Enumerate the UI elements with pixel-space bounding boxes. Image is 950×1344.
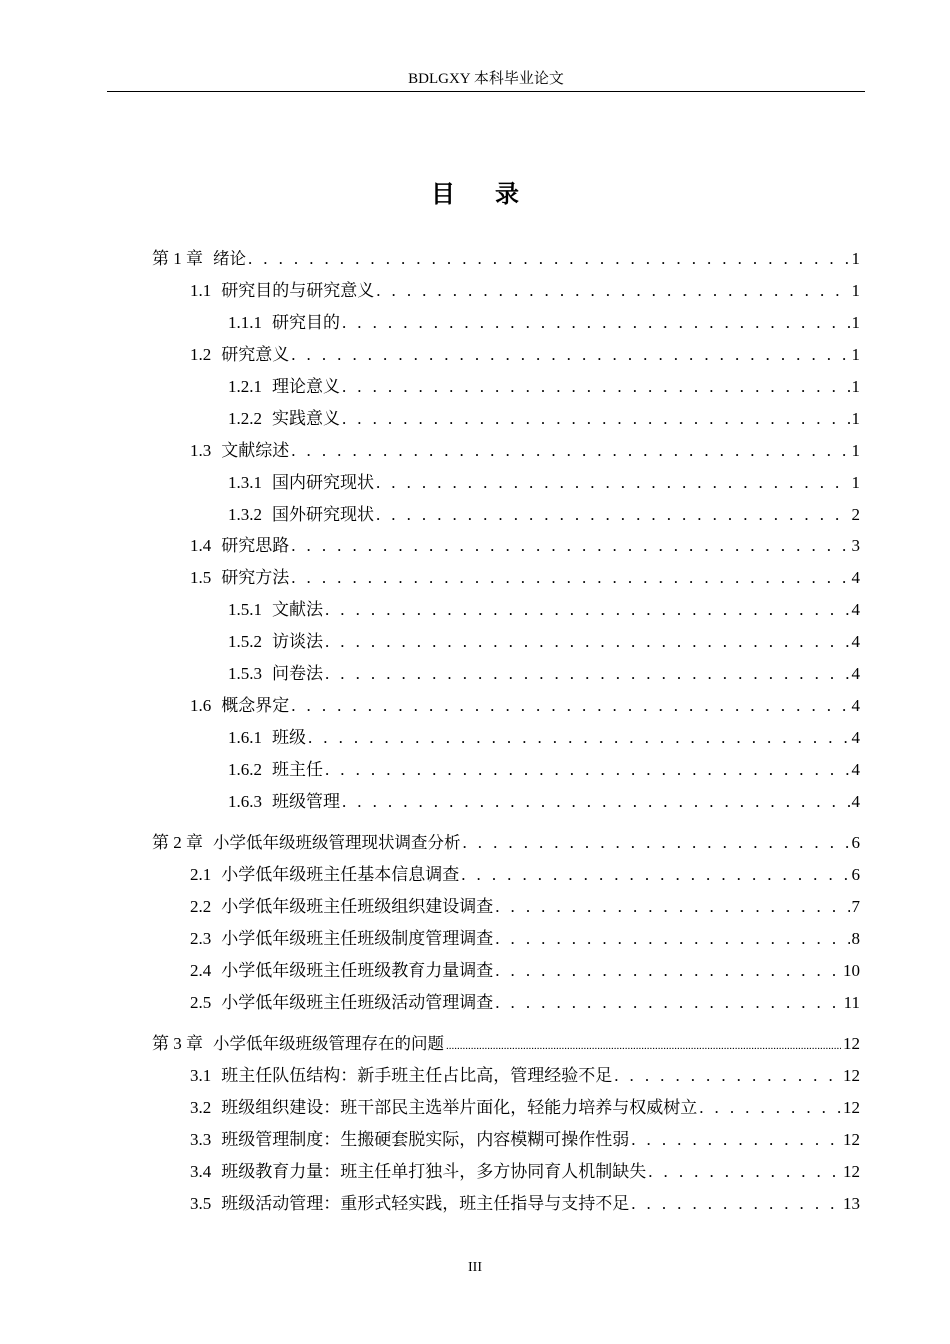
toc-entry-number: 2.2 [190,897,212,916]
toc-entry-page: 4 [851,632,860,651]
toc-entry-page: 12 [843,1162,860,1181]
toc-entry-number: 1.6 [190,696,212,715]
toc-entry-page: 1 [851,249,860,268]
toc-entry-page: 4 [851,792,860,811]
toc-entry-page: 12 [843,1066,860,1085]
toc-leader-dots [325,631,850,653]
toc-leader-dots [631,1193,841,1215]
toc-leader-dots [495,928,849,950]
toc-entry-title: 研究目的 [272,313,340,332]
toc-entry-number: 3.3 [190,1130,212,1149]
toc-entry-number: 1.1 [190,281,212,300]
toc-leader-dots [376,280,849,302]
toc-leader-dots [248,248,850,270]
toc-entry-title: 研究意义 [221,345,290,364]
toc-entry[interactable] [228,376,860,398]
toc-leader-dots [446,1035,841,1057]
toc-entry-number: 1.2.2 [228,409,262,428]
toc-entry-number: 1.3.2 [228,505,262,524]
toc-entry-page: 4 [851,568,860,587]
toc-entry[interactable] [228,759,860,781]
toc-entry-title: 概念界定 [221,696,290,715]
toc-leader-dots [631,1129,841,1151]
toc-entry-title: 研究方法 [221,568,290,587]
toc-entry-page: 12 [843,1034,860,1053]
toc-entry-number: 1.3 [190,441,212,460]
toc-entry-title: 班主任队伍结构：新手班主任占比高，管理经验不足 [221,1066,613,1085]
toc-entry-number: 第 2 章 [152,833,203,852]
toc-entry[interactable] [190,928,860,950]
toc-entry-title: 小学低年级班主任基本信息调查 [221,865,460,884]
toc-entry-page: 12 [843,1130,860,1149]
toc-entry-title: 研究目的与研究意义 [221,281,375,300]
toc-leader-dots [291,567,849,589]
toc-entry-title: 班级组织建设：班干部民主选举片面化，轻能力培养与权威树立 [221,1098,698,1117]
toc-entry[interactable] [152,248,860,270]
toc-entry-number: 1.2.1 [228,377,262,396]
toc-entry[interactable] [190,992,860,1014]
toc-leader-dots [342,791,850,813]
toc-entry-title: 班级 [272,728,306,747]
toc-entry-page: 12 [843,1098,860,1117]
running-header: BDLGXY 本科毕业论文 [408,71,564,87]
toc-entry-number: 1.6.3 [228,792,262,811]
toc-entry-title: 实践意义 [272,409,340,428]
toc-entry-title: 国内研究现状 [272,473,374,492]
toc-leader-dots [342,408,850,430]
toc-entry[interactable] [228,727,860,749]
toc-entry-title: 小学低年级班级管理现状调查分析 [213,833,461,852]
toc-entry-title: 小学低年级班主任班级教育力量调查 [221,961,494,980]
toc-entry-number: 1.1.1 [228,313,262,332]
toc-leader-dots [308,727,850,749]
toc-entry-number: 3.4 [190,1162,212,1181]
toc-entry[interactable] [228,631,860,653]
toc-leader-dots [291,344,849,366]
page-number: III [468,1260,482,1275]
toc-entry-number: 2.5 [190,993,212,1012]
toc-entry-title: 小学低年级班主任班级制度管理调查 [221,929,494,948]
toc-entry-title: 班级活动管理：重形式轻实践，班主任指导与支持不足 [221,1194,630,1213]
toc-entry-number: 3.5 [190,1194,212,1213]
toc-entry-page: 6 [851,833,860,852]
toc-entry-number: 3.1 [190,1066,212,1085]
toc-entry-number: 3.2 [190,1098,212,1117]
toc-leader-dots [291,440,849,462]
toc-entry-page: 8 [851,929,860,948]
toc-entry-number: 1.5.3 [228,664,262,683]
toc-leader-dots [648,1161,841,1183]
toc-entry[interactable] [190,1065,860,1087]
toc-entry-page: 1 [851,345,860,364]
toc-entry[interactable] [228,312,860,334]
toc-leader-dots [614,1065,841,1087]
toc-entry-page: 1 [851,313,860,332]
toc-entry-title: 小学低年级班主任班级组织建设调查 [221,897,494,916]
toc-entry[interactable] [228,599,860,621]
toc-entry-page: 1 [851,473,860,492]
toc-entry-page: 6 [851,865,860,884]
toc-entry-title: 班主任 [272,760,323,779]
toc-entry-number: 1.5 [190,568,212,587]
toc-entry-title: 绪论 [213,249,246,268]
toc-entry-number: 1.3.1 [228,473,262,492]
toc-entry-number: 1.6.2 [228,760,262,779]
toc-entry[interactable] [190,896,860,918]
toc-entry-number: 1.5.2 [228,632,262,651]
toc-entry[interactable] [228,408,860,430]
toc-entry[interactable] [228,472,860,494]
toc-entry-page: 3 [851,536,860,555]
toc-entry[interactable] [152,1033,860,1057]
toc-entry-number: 第 3 章 [152,1034,203,1053]
toc-entry-title: 研究思路 [221,536,290,555]
toc-entry[interactable] [190,1193,860,1215]
toc-entry-title: 班级教育力量：班主任单打独斗，多方协同育人机制缺失 [221,1162,647,1181]
toc-entry-title: 问卷法 [272,664,323,683]
toc-entry-page: 4 [851,696,860,715]
toc-entry-title: 班级管理制度：生搬硬套脱实际，内容模糊可操作性弱 [221,1130,630,1149]
toc-entry[interactable] [190,344,860,366]
toc-entry[interactable] [190,1161,860,1183]
toc-leader-dots [325,759,850,781]
toc-entry-title: 访谈法 [272,632,323,651]
toc-entry[interactable] [228,791,860,813]
toc-entry-page: 4 [851,664,860,683]
toc-entry-page: 4 [851,728,860,747]
toc-entry-page: 11 [843,993,860,1012]
toc-leader-dots [291,535,849,557]
toc-leader-dots [291,695,849,717]
toc-leader-dots [495,896,849,918]
toc-leader-dots [342,312,850,334]
toc-entry-title: 小学低年级班主任班级活动管理调查 [221,993,494,1012]
toc-leader-dots [325,599,850,621]
toc-entry[interactable] [190,535,860,557]
toc-entry-page: 1 [851,281,860,300]
toc-entry[interactable] [190,864,860,886]
toc-entry[interactable] [152,832,860,854]
toc-entry-number: 2.3 [190,929,212,948]
toc-leader-dots [495,960,841,982]
toc-entry-title: 小学低年级班级管理存在的问题 [213,1034,444,1053]
toc-entry-page: 1 [851,441,860,460]
toc-entry-number: 1.5.1 [228,600,262,619]
toc-entry-title: 理论意义 [272,377,340,396]
toc-entry-page: 4 [851,600,860,619]
toc-leader-dots [495,992,841,1014]
toc-leader-dots [376,504,850,526]
toc-entry-page: 2 [851,505,860,524]
toc-entry[interactable] [190,567,860,589]
toc-entry[interactable] [190,1129,860,1151]
toc-entry[interactable] [228,504,860,526]
toc-entry-page: 1 [851,377,860,396]
toc-entry-number: 1.6.1 [228,728,262,747]
toc-entry-page: 7 [851,897,860,916]
toc-entry-title: 国外研究现状 [272,505,374,524]
toc-entry-title: 文献综述 [221,441,290,460]
toc-entry[interactable] [228,663,860,685]
toc-entry[interactable] [190,440,860,462]
toc-entry[interactable] [190,1097,860,1119]
toc-entry-number: 1.2 [190,345,212,364]
toc-entry[interactable] [190,960,860,982]
toc-leader-dots [699,1097,841,1119]
toc-leader-dots [376,472,850,494]
toc-entry-page: 10 [843,961,860,980]
toc-leader-dots [342,376,850,398]
toc-entry[interactable] [190,695,860,717]
toc-title: 目录 [431,180,559,208]
toc-entry-number: 1.4 [190,536,212,555]
toc-leader-dots [461,864,849,886]
toc-entry-number: 第 1 章 [152,249,203,268]
toc-entry[interactable] [190,280,860,302]
toc-entry-page: 13 [843,1194,860,1213]
toc-entry-page: 1 [851,409,860,428]
toc-entry-page: 4 [851,760,860,779]
toc-entry-title: 文献法 [272,600,323,619]
toc-entry-number: 2.4 [190,961,212,980]
toc-leader-dots [463,832,850,854]
toc-entry-number: 2.1 [190,865,212,884]
toc-leader-dots [325,663,850,685]
toc-entry-title: 班级管理 [272,792,340,811]
